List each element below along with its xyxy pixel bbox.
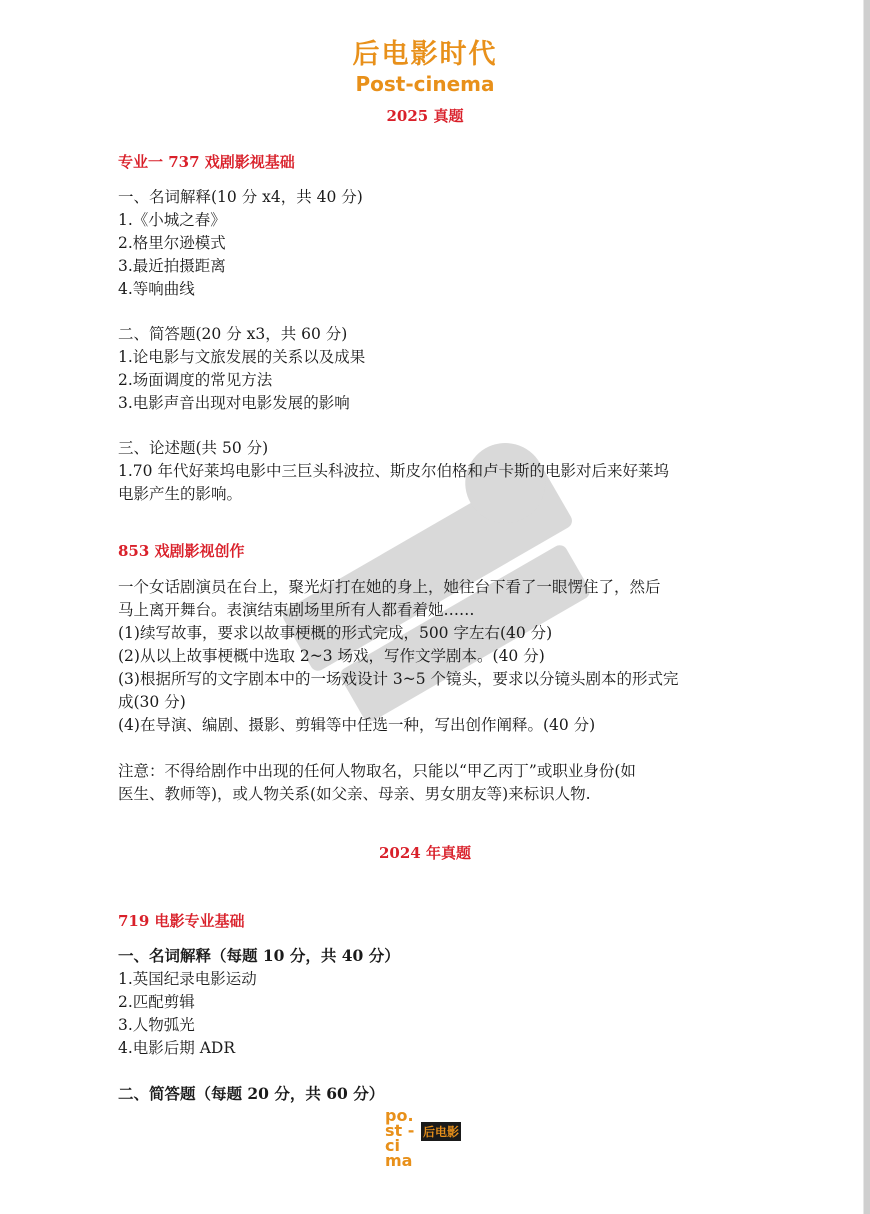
p1-title-719: 一、名词解释（每题 10 分，共 40 分） [118, 946, 400, 965]
list-item: 4.等响曲线 [118, 280, 195, 298]
list-item: 1.《小城之春》 [118, 211, 226, 229]
heading-853: 853 戏剧影视创作 [118, 542, 245, 560]
footer-logo-cn: 后电影 [421, 1122, 461, 1141]
logo-chinese: 后电影时代 [352, 39, 498, 70]
list-item: 1.论电影与文旅发展的关系以及成果 [118, 348, 366, 366]
p2-title-719: 二、简答题（每题 20 分，共 60 分） [118, 1084, 385, 1103]
page-edge [864, 0, 870, 1214]
note-line: 医生、教师等)，或人物关系(如父亲、母亲、男女朋友等)来标识人物. [118, 785, 591, 803]
list-item: 4.电影后期 ADR [118, 1039, 236, 1057]
paragraph-line: (4)在导演、编剧、摄影、剪辑等中任选一种，写出创作阐释。(40 分) [118, 716, 596, 734]
paragraph-line: (2)从以上故事梗概中选取 2~3 场戏，写作文学剧本。(40 分) [118, 647, 545, 665]
logo-english: Post-cinema [355, 72, 495, 96]
paragraph-line: 一个女话剧演员在台上，聚光灯打在她的身上，她往台下看了一眼愣住了，然后 [118, 578, 661, 596]
paragraph-line: 1.70 年代好莱坞电影中三巨头科波拉、斯皮尔伯格和卢卡斯的电影对后来好莱坞 [118, 462, 669, 480]
title-2024: 2024 年真题 [379, 844, 471, 862]
list-item: 2.场面调度的常见方法 [118, 371, 273, 389]
paragraph-line: 电影产生的影响。 [118, 485, 243, 503]
paragraph-line: (1)续写故事，要求以故事梗概的形式完成，500 字左右(40 分) [118, 624, 553, 642]
paragraph-line: (3)根据所写的文字剧本中的一场戏设计 3~5 个镜头，要求以分镜头剧本的形式完 [118, 670, 679, 688]
footer-logo [385, 1106, 475, 1170]
p2-title-737: 二、简答题(20 分 x3，共 60 分) [118, 325, 348, 343]
list-item: 3.电影声音出现对电影发展的影响 [118, 394, 350, 412]
heading-719: 719 电影专业基础 [118, 912, 245, 930]
list-item: 3.人物弧光 [118, 1016, 195, 1034]
paragraph-line: 成(30 分) [118, 693, 186, 711]
list-item: 1.英国纪录电影运动 [118, 970, 257, 988]
p1-title-737: 一、名词解释(10 分 x4，共 40 分) [118, 188, 363, 206]
list-item: 2.格里尔逊模式 [118, 234, 226, 252]
paragraph-line: 马上离开舞台。表演结束剧场里所有人都看着她…… [118, 601, 475, 619]
p3-title-737: 三、论述题(共 50 分) [118, 439, 269, 457]
list-item: 3.最近拍摄距离 [118, 257, 226, 275]
heading-737: 专业一 737 戏剧影视基础 [118, 153, 295, 171]
title-2025: 2025 真题 [386, 107, 464, 125]
footer-logo-mark: po.st -ci ma [385, 1106, 415, 1170]
note-line: 注意：不得给剧作中出现的任何人物取名，只能以“甲乙丙丁”或职业身份(如 [118, 762, 636, 780]
list-item: 2.匹配剪辑 [118, 993, 195, 1011]
